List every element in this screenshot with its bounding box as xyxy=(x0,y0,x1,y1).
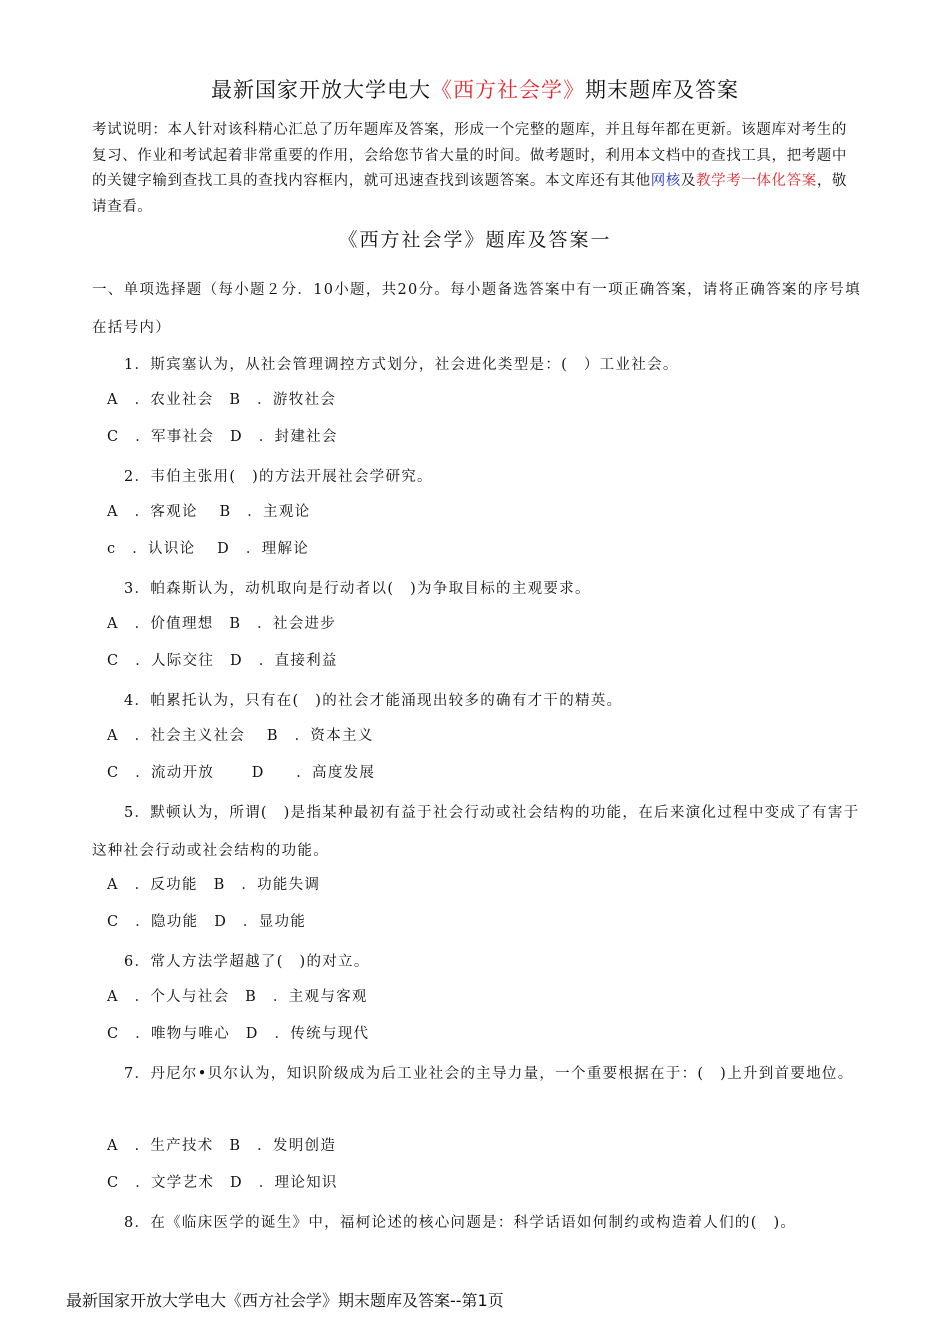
question-8 xyxy=(92,1205,862,1243)
question-text: 6．常人方法学超越了( )的对立。 xyxy=(124,954,370,970)
document-title xyxy=(0,74,950,104)
question-text: 8．在《临床医学的诞生》中，福柯论述的核心问题是：科学话语如何制约或构造着人们的( )。 xyxy=(124,1215,797,1231)
question-3 xyxy=(92,571,862,609)
instructions-end: ，敬请查看。 xyxy=(92,173,848,215)
question-1 xyxy=(92,347,862,385)
instructions-connector: 及 xyxy=(680,173,697,189)
title-course-name: 《西方社会学》 xyxy=(431,78,585,102)
question-text: 3．帕森斯认为，动机取向是行动者以( )为争取目标的主观要求。 xyxy=(124,581,591,597)
question-3-options-ab: A ．价值理想 B ．社会进步 xyxy=(107,616,337,632)
link-wanghe[interactable]: 网核 xyxy=(650,173,681,189)
question-5-options-cd: C ．隐功能 D ．显功能 xyxy=(107,914,307,930)
question-2-options-ab: A ．客观论 B ．主观论 xyxy=(107,504,311,520)
question-1-options-ab: A ．农业社会 B ．游牧社会 xyxy=(107,392,337,408)
question-6-options-ab: A ．个人与社会 B ．主观与客观 xyxy=(107,989,368,1005)
instructions-text: 考试说明：本人针对该科精心汇总了历年题库及答案，形成一个完整的题库，并且每年都在更新。该题库对考生的复习、作业和考试起着非常重要的作用，会给您节省大量的时间。做考题时，利用本文档中的查找工具，把考题中的关键字输到查找工具的查找内容框内，就可迅速查找到该题答案。本文库还有其他 xyxy=(92,122,847,189)
section-subtitle: 《西方社会学》题库及答案一 xyxy=(338,229,612,251)
question-2-options-cd: c ．认识论 D ．理解论 xyxy=(107,541,310,557)
question-1-options-cd: C ．军事社会 D ．封建社会 xyxy=(107,429,338,445)
question-text: 2．韦伯主张用( )的方法开展社会学研究。 xyxy=(124,469,433,485)
question-7-options-cd: C ．文学艺术 D ．理论知识 xyxy=(107,1175,338,1191)
link-integrated-answers[interactable]: 教学考一体化答案 xyxy=(696,173,817,189)
exam-instructions xyxy=(92,118,862,220)
question-text: 4．帕累托认为，只有在( )的社会才能涌现出较多的确有才干的精英。 xyxy=(124,693,623,709)
question-5-options-ab: A ．反功能 B ．功能失调 xyxy=(107,877,321,893)
question-4 xyxy=(92,683,862,721)
title-suffix: 期末题库及答案 xyxy=(585,78,739,102)
question-2 xyxy=(92,459,862,497)
question-text: 7．丹尼尔•贝尔认为，知识阶级成为后工业社会的主导力量，一个重要根据在于：( )上升到首要地位。 xyxy=(124,1066,854,1082)
question-7 xyxy=(92,1056,862,1094)
question-text: 1．斯宾塞认为，从社会管理调控方式划分，社会进化类型是：( ）工业社会。 xyxy=(124,357,679,373)
question-6 xyxy=(92,944,862,982)
question-5 xyxy=(92,795,862,870)
question-3-options-cd: C ．人际交往 D ．直接利益 xyxy=(107,653,338,669)
question-7-options-ab: A ．生产技术 B ．发明创造 xyxy=(107,1138,337,1154)
question-4-options-ab: A ．社会主义社会 B ．资本主义 xyxy=(107,728,374,744)
page-footer: 最新国家开放大学电大《西方社会学》期末题库及答案--第1页 xyxy=(66,1291,504,1310)
question-6-options-cd: C ．唯物与唯心 D ．传统与现代 xyxy=(107,1026,370,1042)
section-heading-single-choice: 一、单项选择题（每小题２分．10小题，共20分。每小题备选答案中有一项正确答案，请将正确答案的序号填在括号内） xyxy=(92,282,861,336)
question-4-options-cd: C ．流动开放 D ．高度发展 xyxy=(107,765,376,781)
title-prefix: 最新国家开放大学电大 xyxy=(211,78,431,102)
question-text: 5．默顿认为，所谓( )是指某种最初有益于社会行动或社会结构的功能，在后来演化过程中变成了有害于这种社会行动或社会结构的功能。 xyxy=(92,805,860,859)
